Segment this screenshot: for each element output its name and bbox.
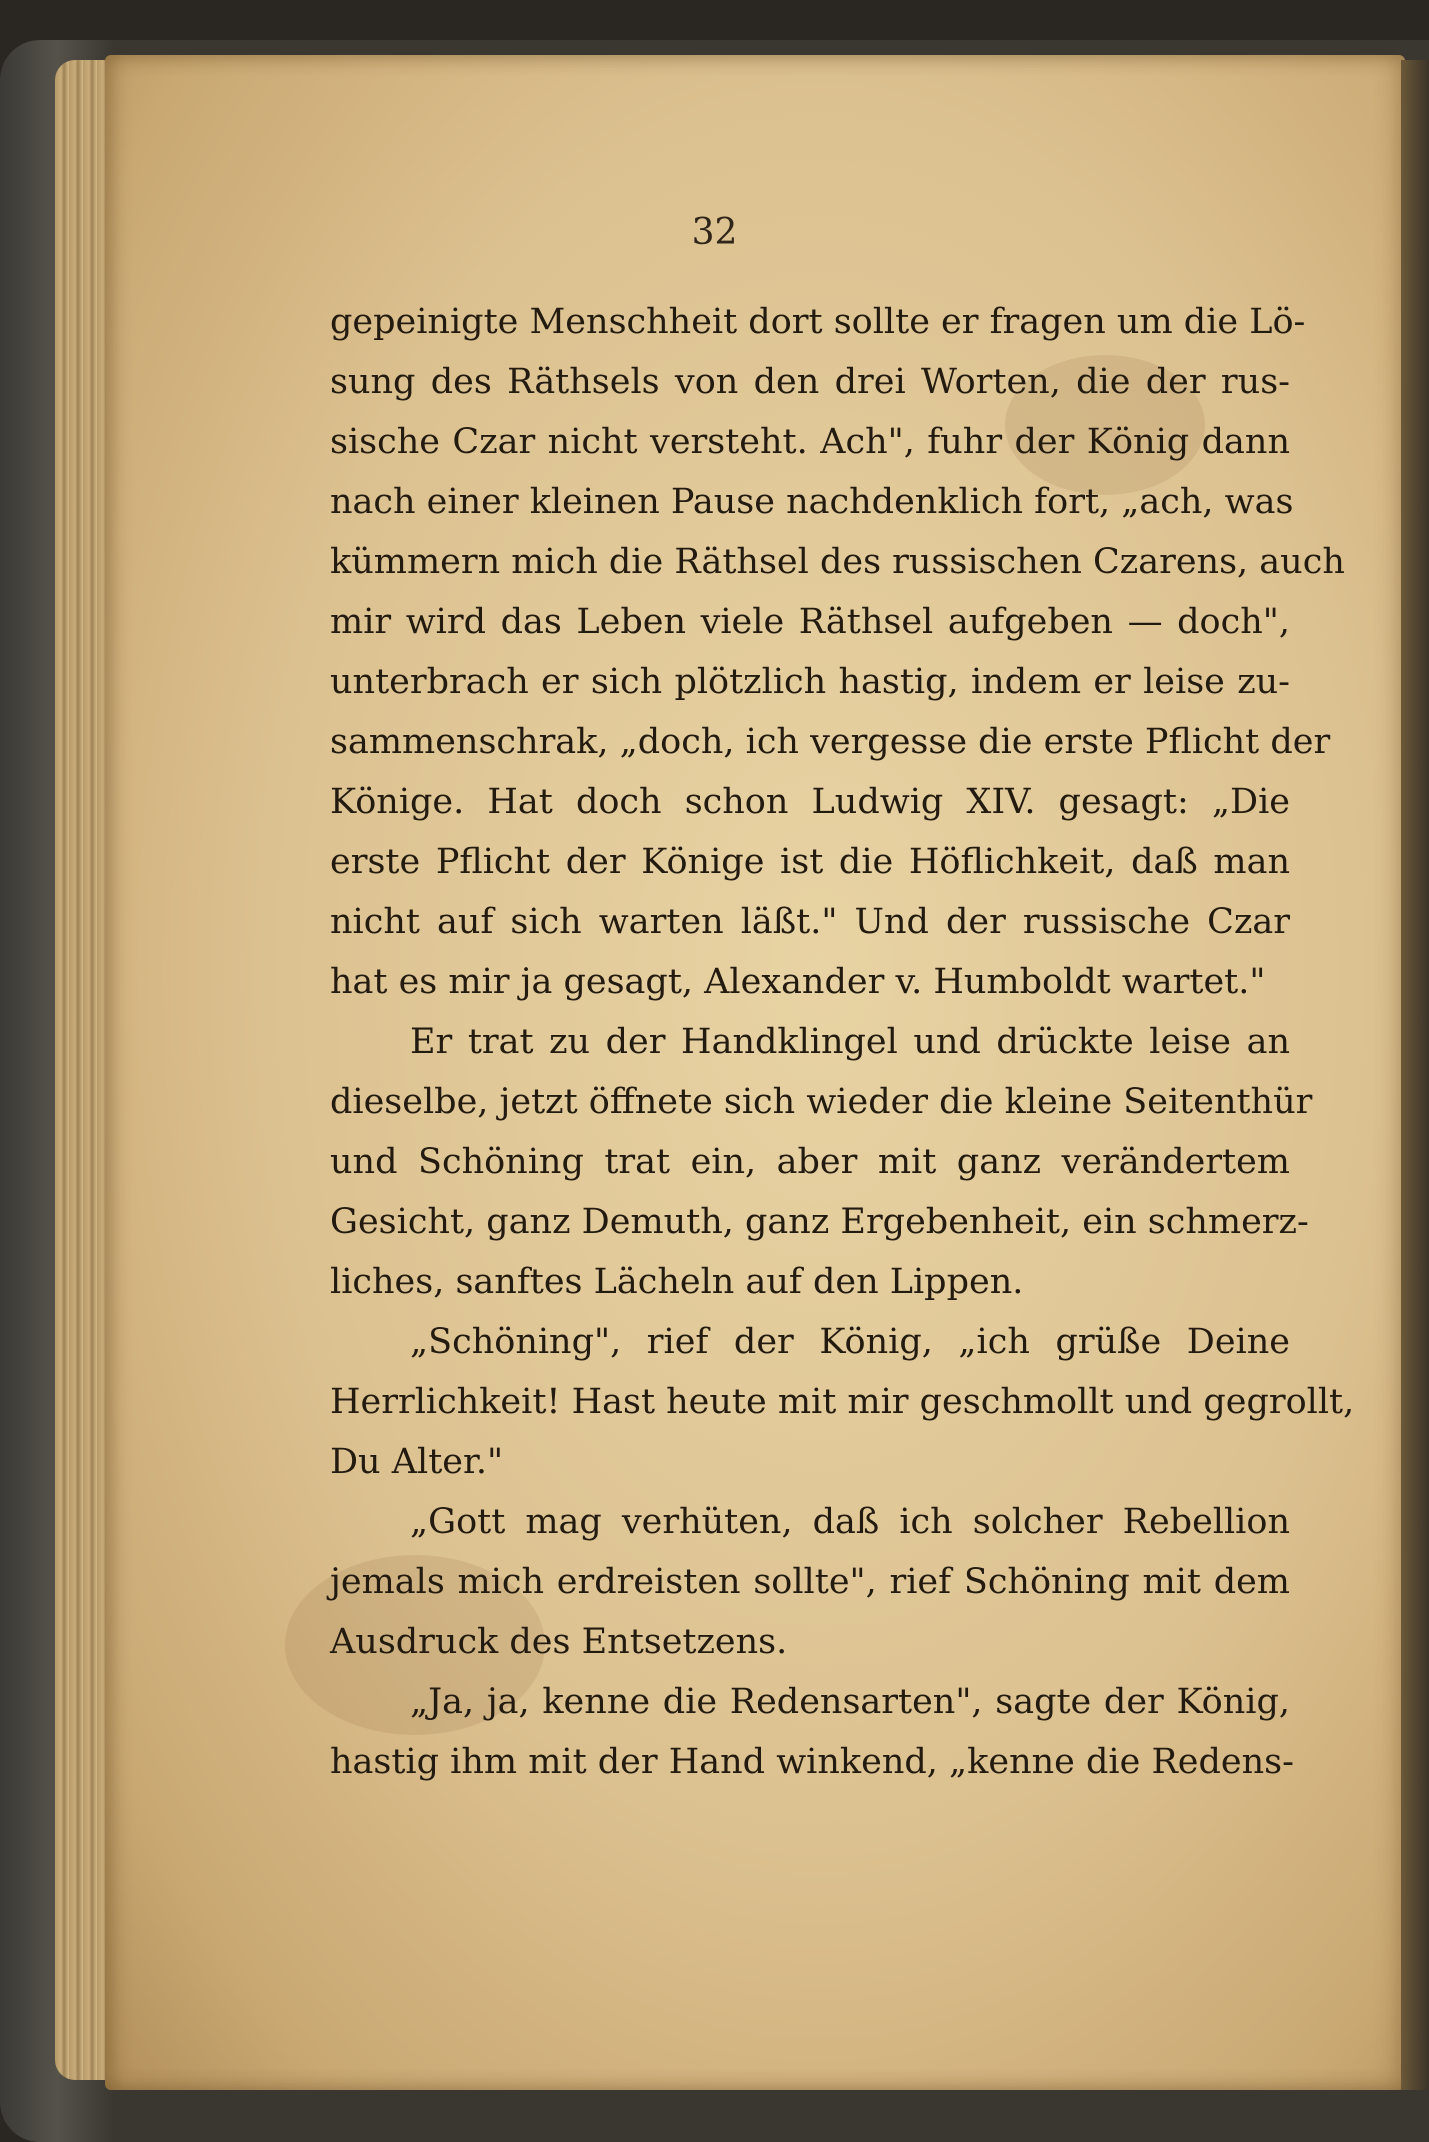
text-line: Ausdruck des Entsetzens. [330,1622,788,1662]
text-line: Du Alter." [330,1442,504,1482]
text-line: sammenschrak, „doch, ich vergesse die erste Pflicht der [330,722,1331,762]
text-line: Er trat zu der Handklingel und drückte leise an [410,1022,1290,1062]
text-line: liches, sanftes Lächeln auf den Lippen. [330,1262,1024,1302]
text-line: Herrlichkeit! Hast heute mit mir geschmollt und gegrollt, [330,1382,1355,1422]
text-line: dieselbe, jetzt öffnete sich wieder die kleine Seitenthür [330,1082,1313,1122]
text-line: hastig ihm mit der Hand winkend, „kenne die Redens- [330,1742,1294,1782]
text-line: „Gott mag verhüten, daß ich solcher Rebellion [410,1502,1290,1542]
text-line: kümmern mich die Räthsel des russischen Czarens, auch [330,542,1345,582]
text-line: nach einer kleinen Pause nachdenklich fort, „ach, was [330,482,1294,522]
text-line: gepeinigte Menschheit dort sollte er fragen um die Lö- [330,302,1306,342]
text-line: hat es mir ja gesagt, Alexander v. Humboldt wartet." [330,962,1266,1002]
text-line: nicht auf sich warten läßt." Und der russische Czar [330,902,1290,942]
text-line: sung des Räthsels von den drei Worten, die der rus- [330,362,1290,402]
text-line: mir wird das Leben viele Räthsel aufgeben — doch", [330,602,1290,642]
page-number: 32 [691,212,738,253]
text-line: Gesicht, ganz Demuth, ganz Ergebenheit, ein schmerz- [330,1202,1309,1242]
text-line: und Schöning trat ein, aber mit ganz verändertem [330,1142,1290,1182]
text-line: jemals mich erdreisten sollte", rief Schöning mit dem [330,1562,1290,1602]
text-line: Könige. Hat doch schon Ludwig XIV. gesagt: „Die [330,782,1290,822]
text-line: erste Pflicht der Könige ist die Höflichkeit, daß man [330,842,1290,882]
body-text [330,292,1355,1792]
text-line: „Schöning", rief der König, „ich grüße Deine [410,1322,1290,1362]
text-line: „Ja, ja, kenne die Redensarten", sagte der König, [410,1682,1290,1722]
cover-edge-right [1401,60,1429,2090]
text-line: unterbrach er sich plötzlich hastig, indem er leise zu- [330,662,1290,702]
text-line: sische Czar nicht versteht. Ach", fuhr der König dann [330,422,1290,462]
